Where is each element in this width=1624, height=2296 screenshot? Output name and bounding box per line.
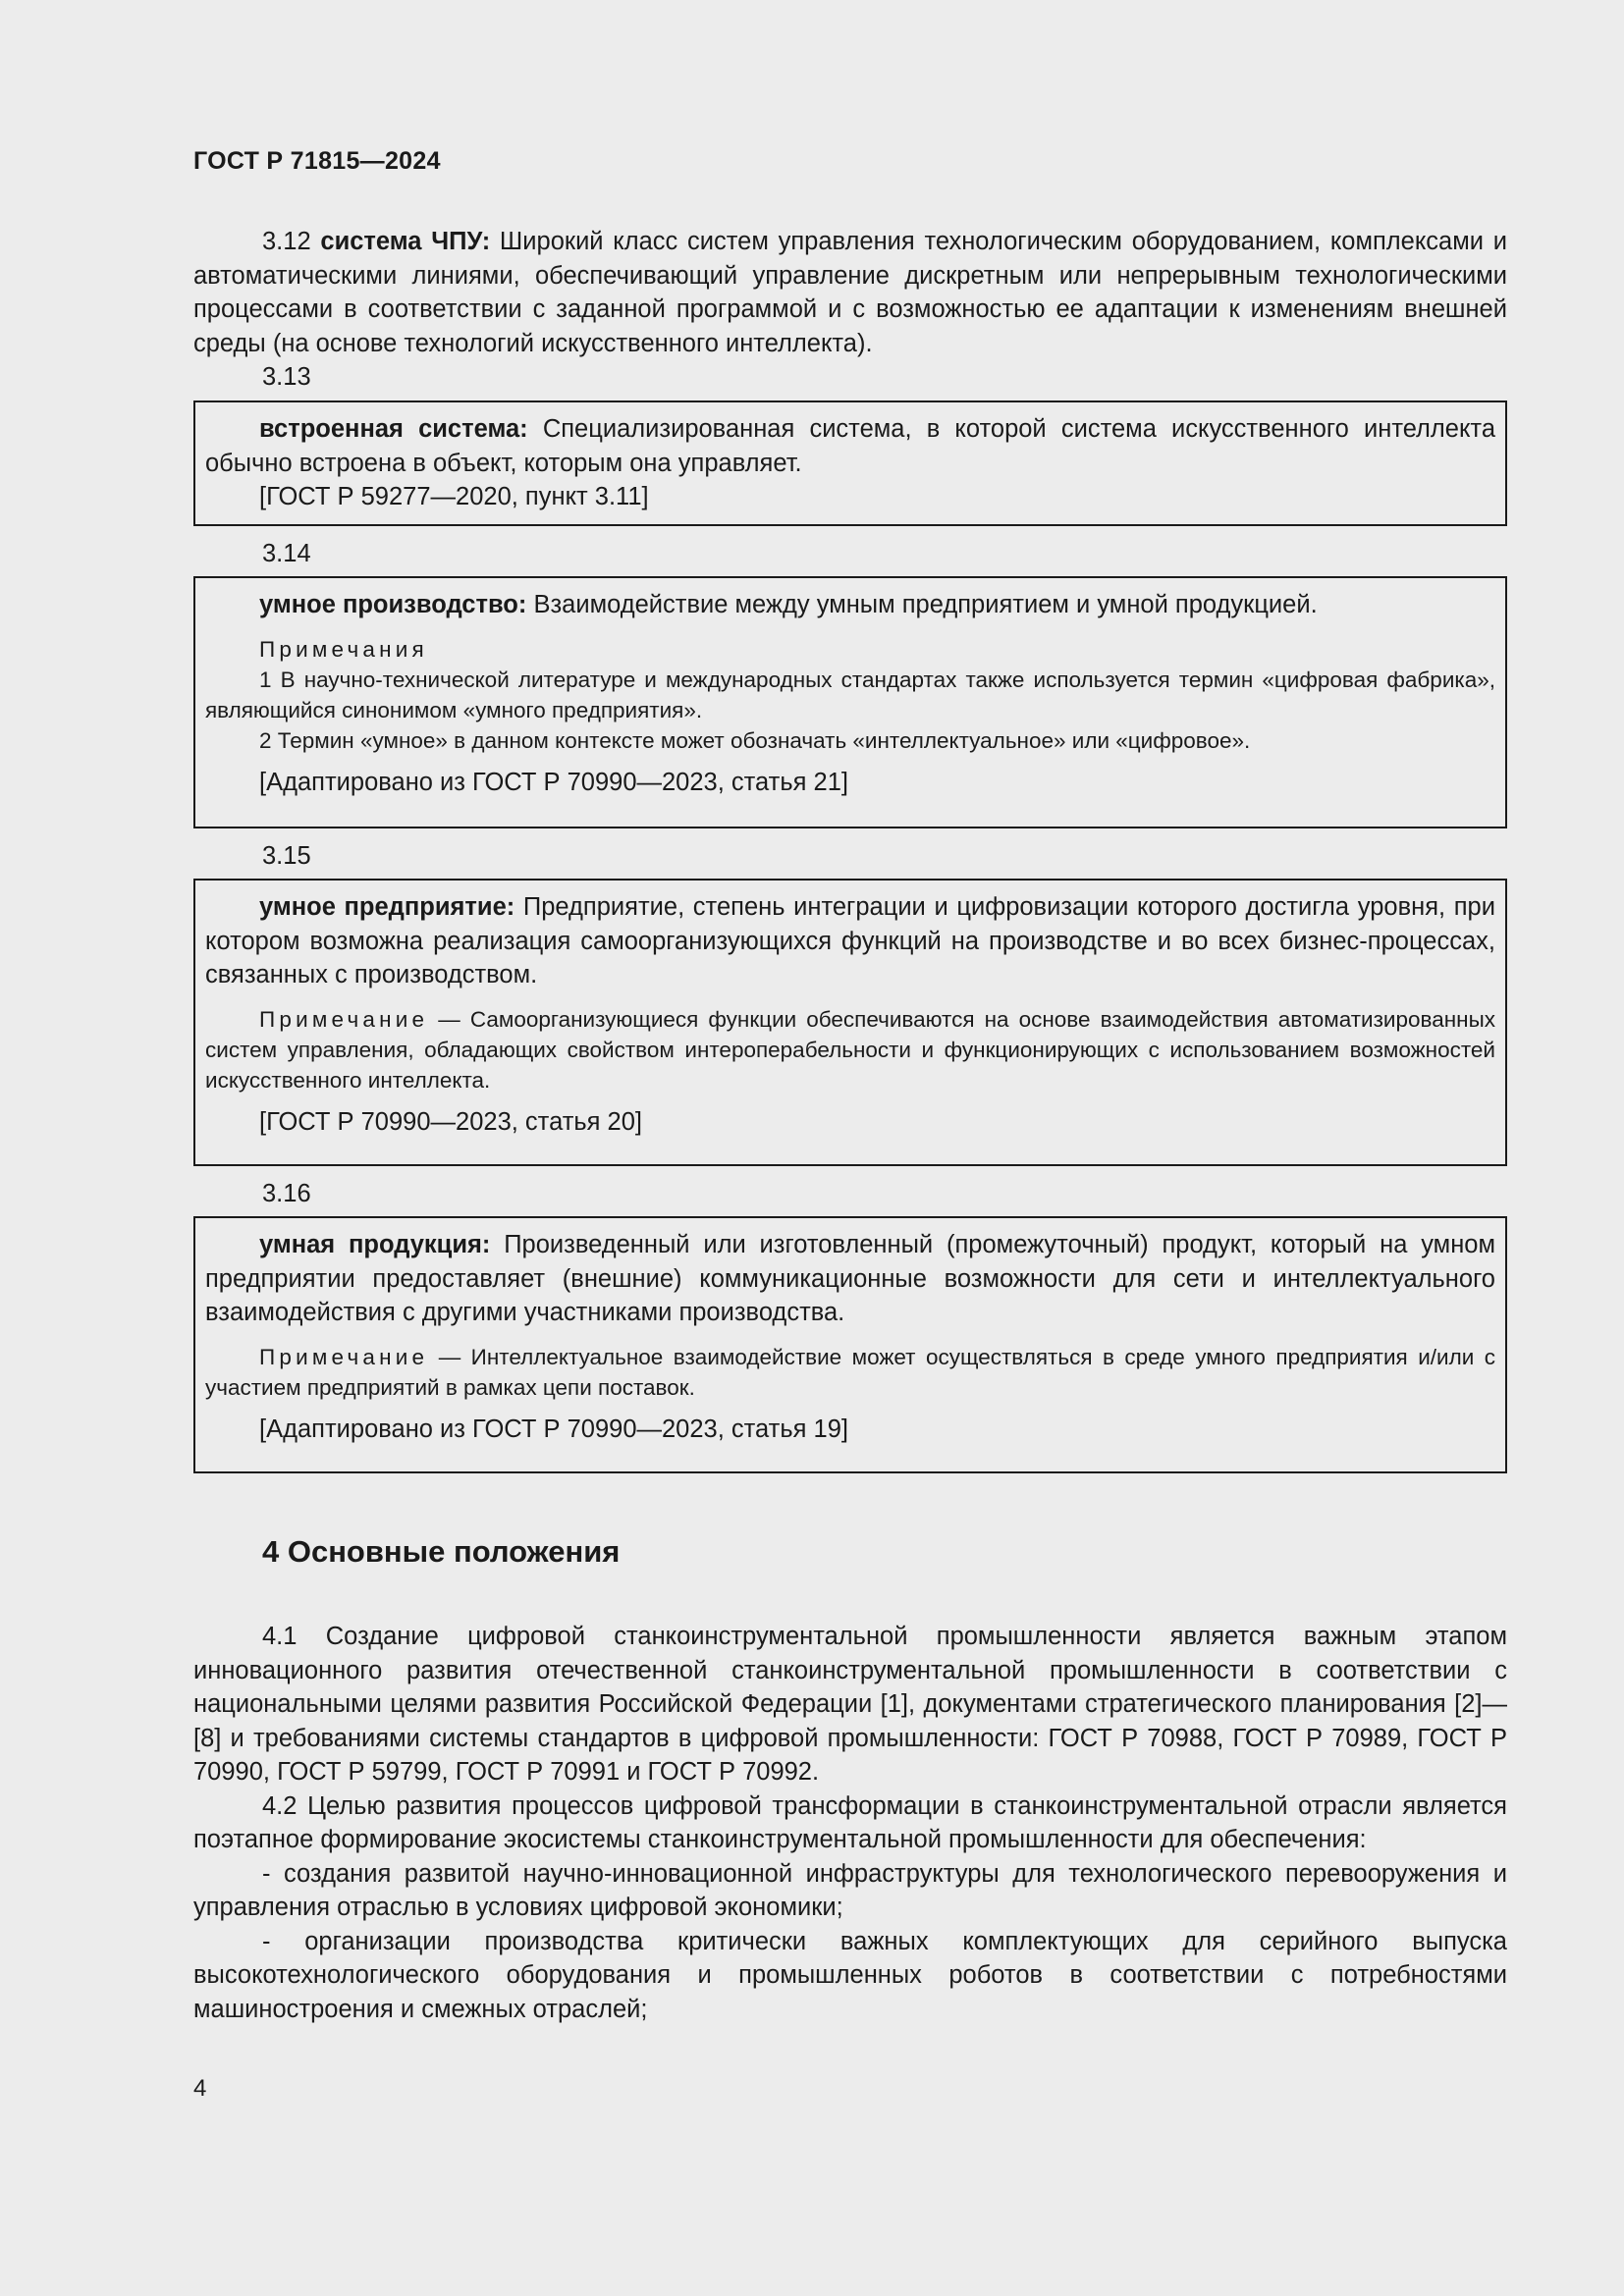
note: Примечание — Самоорганизующиеся функции обеспечиваются на основе взаимодействия автоматизированных систем управления, обладающих свойством интероперабельности и функционирующих с использованием возможностей искусственного интеллекта.: [205, 1006, 1495, 1093]
term-number: 3.12: [262, 228, 311, 255]
term-definition: Специализированная система, в которой система искусственного интеллекта обычно встроена в объект, которым она управляет.: [205, 415, 1495, 477]
term-3-15-definition: [205, 890, 1495, 992]
term-name: умная продукция:: [259, 1231, 491, 1258]
term-3-13-definition: [205, 412, 1495, 480]
term-name: система ЧПУ:: [320, 228, 491, 255]
term-box-3-14: [193, 576, 1507, 828]
term-name: встроенная система:: [259, 415, 528, 443]
term-definition: Взаимодействие между умным предприятием и умной продукцией.: [526, 591, 1318, 618]
term-3-16-definition: [205, 1228, 1495, 1330]
term-3-14-definition: [205, 588, 1495, 622]
notes-label: Примечания: [259, 636, 428, 662]
term-number-3-16: 3.16: [262, 1180, 311, 1207]
paragraph-4-2: 4.2 Целью развития процессов цифровой трансформации в станкоинструментальной отрасли является поэтапное формирование экосистемы станкоинструментальной промышленности для обеспечения:: [193, 1791, 1507, 1853]
document-header: ГОСТ Р 71815—2024: [193, 147, 441, 175]
list-item: - создания развитой научно-инновационной инфраструктуры для технологического перевооружения и управления отраслью в условиях цифровой экономики;: [193, 1859, 1507, 1921]
term-number-3-15: 3.15: [262, 842, 311, 870]
term-3-14-source: [Адаптировано из ГОСТ Р 70990—2023, статья 21]: [259, 768, 848, 796]
note-2: 2 Термин «умное» в данном контексте может обозначать «интеллектуальное» или «цифровое».: [259, 727, 1251, 753]
term-3-13-source: [ГОСТ Р 59277—2020, пункт 3.11]: [259, 483, 649, 510]
term-3-12: [193, 225, 1507, 360]
term-3-12-paragraph: [193, 225, 1507, 360]
page-number: 4: [193, 2075, 207, 2102]
term-number-3-13: 3.13: [262, 363, 311, 391]
paragraph-4-1: 4.1 Создание цифровой станкоинструментальной промышленности является важным этапом инновационного развития отечественной станкоинструментальной промышленности в соответствии с национальными целями развития Российской Федерации [1], документами стратегического планирования [2]—[8] и требованиями системы стандартов в цифровой промышленности: ГОСТ Р 70988, ГОСТ Р 70989, ГОСТ Р 70990, ГОСТ Р 59799, ГОСТ Р 70991 и ГОСТ Р 70992.: [193, 1623, 1507, 1786]
section-4-body: [193, 1620, 1507, 2026]
section-heading: 4 Основные положения: [262, 1534, 621, 1569]
term-box-3-15: [193, 879, 1507, 1166]
term-definition: Широкий класс систем управления технологическим оборудованием, комплексами и автоматическими линиями, обеспечивающий управление дискретным или непрерывным технологическими процессами в соответствии с заданной программой и с возможностью ее адаптации к изменениям внешней среды (на основе технологий искусственного интеллекта).: [193, 228, 1507, 357]
term-box-3-16: [193, 1216, 1507, 1473]
term-3-16-source: [Адаптировано из ГОСТ Р 70990—2023, статья 19]: [259, 1415, 848, 1443]
term-name: умное производство:: [259, 591, 527, 618]
term-number-3-14: 3.14: [262, 540, 311, 567]
term-box-3-13: [193, 400, 1507, 526]
list-item: - организации производства критически важных комплектующих для серийного выпуска высокотехнологического оборудования и промышленных роботов в соответствии с потребностями машиностроения и смежных отраслей;: [193, 1927, 1507, 2023]
note-1: 1 В научно-технической литературе и международных стандартах также используется термин «цифровая фабрика», являющийся синонимом «умного предприятия».: [205, 667, 1495, 722]
term-definition: Произведенный или изготовленный (промежуточный) продукт, который на умном предприятии предоставляет (внешние) коммуникационные возможности для сети и интеллектуального взаимодействия с другими участниками производства.: [205, 1231, 1495, 1326]
term-name: умное предприятие:: [259, 893, 515, 921]
term-3-15-source: [ГОСТ Р 70990—2023, статья 20]: [259, 1107, 642, 1136]
term-definition: Предприятие, степень интеграции и цифровизации которого достигла уровня, при котором возможна реализация самоорганизующихся функций на производстве и во всех бизнес-процессах, связанных с производством.: [205, 893, 1495, 988]
note: Примечание — Интеллектуальное взаимодействие может осуществляться в среде умного предприятия и/или с участием предприятий в рамках цепи поставок.: [205, 1344, 1495, 1400]
